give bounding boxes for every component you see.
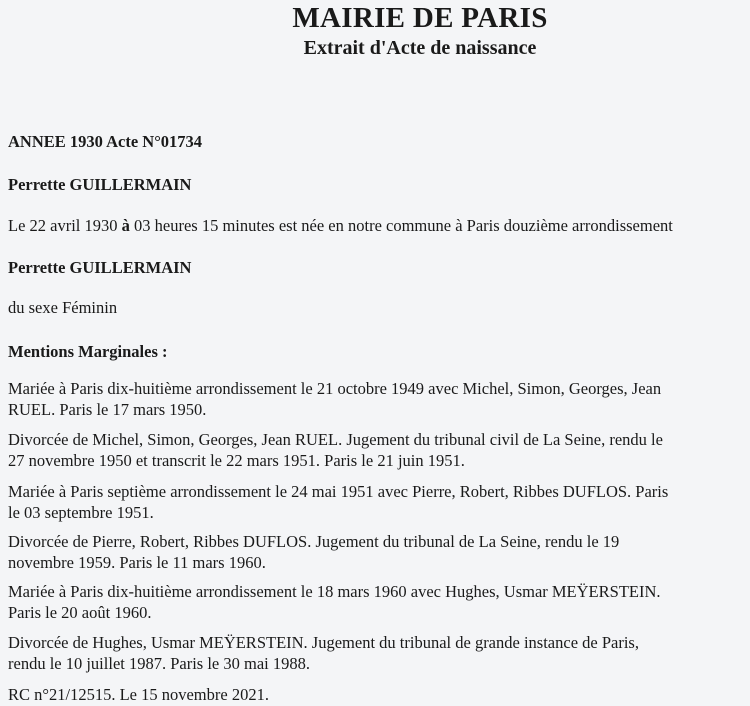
- mention-line: Mariée à Paris septième arrondissement le 24 mai 1951 avec Pierre, Robert, Ribbes DUFLOS. Paris: [8, 482, 669, 501]
- mention-item: [8, 429, 748, 471]
- mention-line: Paris le 20 août 1960.: [8, 603, 152, 622]
- mention-line: le 03 septembre 1951.: [8, 503, 154, 522]
- sexe-statement: du sexe Féminin: [8, 298, 118, 317]
- mention-line: rendu le 10 juillet 1987. Paris le 30 mai 1988.: [8, 654, 310, 673]
- mention-item: [8, 581, 748, 623]
- rc-reference: RC n°21/12515. Le 15 novembre 2021.: [8, 685, 269, 704]
- document-header: [0, 1, 750, 61]
- mention-line: Mariée à Paris dix-huitième arrondissement le 21 octobre 1949 avec Michel, Simon, Georges, Jean: [8, 379, 662, 398]
- mention-line: Divorcée de Pierre, Robert, Ribbes DUFLOS. Jugement du tribunal de La Seine, rendu le 19: [8, 532, 620, 551]
- mention-item: [8, 378, 748, 420]
- mentions-heading: Mentions Marginales :: [8, 342, 168, 361]
- birth-statement: [8, 215, 673, 236]
- document-title: MAIRIE DE PARIS: [292, 2, 548, 34]
- document-page: [0, 1, 750, 706]
- document-subtitle: Extrait d'Acte de naissance: [303, 37, 537, 59]
- mention-item: [8, 481, 748, 523]
- mention-line: novembre 1959. Paris le 11 mars 1960.: [8, 553, 266, 572]
- mention-line: Mariée à Paris dix-huitième arrondissement le 18 mars 1960 avec Hughes, Usmar MEŸERSTEIN.: [8, 582, 661, 601]
- mention-line: Divorcée de Michel, Simon, Georges, Jean RUEL. Jugement du tribunal civil de La Seine, rendu le: [8, 430, 663, 449]
- mention-line: Divorcée de Hughes, Usmar MEŸERSTEIN. Jugement du tribunal de grande instance de Paris,: [8, 633, 639, 652]
- birth-statement-bold: à: [121, 216, 130, 235]
- person-name-heading: Perrette GUILLERMAIN: [8, 175, 192, 194]
- acte-number: ANNEE 1930 Acte N°01734: [8, 132, 203, 151]
- mention-item: [8, 531, 748, 573]
- birth-statement-start: Le 22 avril 1930: [8, 216, 122, 235]
- mention-line: 27 novembre 1950 et transcrit le 22 mars 1951. Paris le 21 juin 1951.: [8, 451, 465, 470]
- mention-line: RUEL. Paris le 17 mars 1950.: [8, 400, 207, 419]
- person-name: Perrette GUILLERMAIN: [8, 258, 192, 277]
- birth-statement-end: 03 heures 15 minutes est née en notre commune à Paris douzième arrondissement: [129, 216, 673, 235]
- mention-item: [8, 632, 748, 674]
